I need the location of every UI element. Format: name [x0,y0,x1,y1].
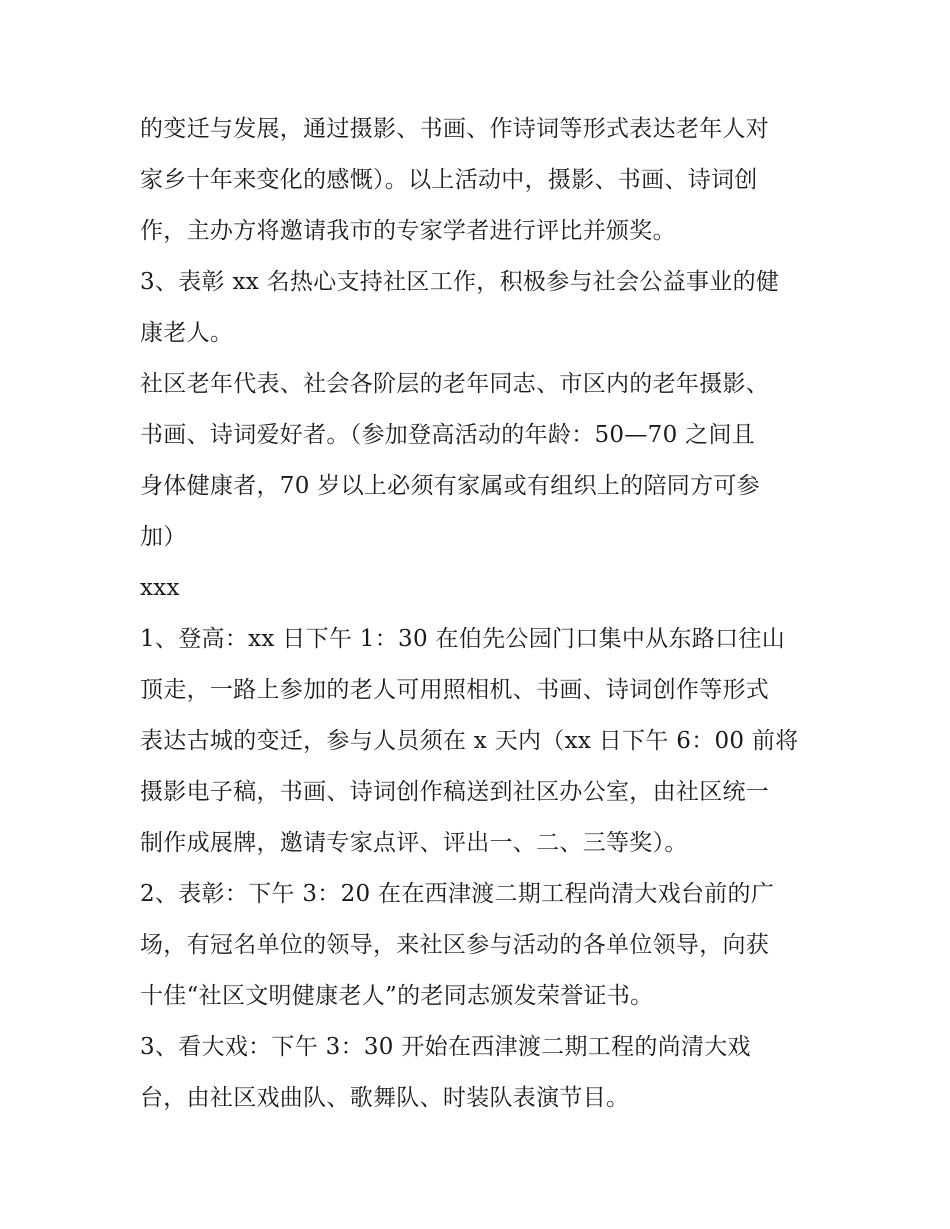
text-line: 摄影电子稿，书画、诗词创作稿送到社区办公室，由社区统一 [140,779,770,805]
text-line: 康老人。 [140,320,234,346]
text-line: 1、登高：xx 日下午 1：30 在伯先公园门口集中从东路口往山 [140,626,786,652]
text-line: 身体健康者，70 岁以上必须有家属或有组织上的陪同方可参 [140,473,760,499]
text-line: 2、表彰：下午 3：20 在在西津渡二期工程尚清大戏台前的广 [140,881,775,907]
text-line: 3、看大戏：下午 3：30 开始在西津渡二期工程的尚清大戏 [140,1034,751,1060]
text-line: 家乡十年来变化的感慨）。以上活动中，摄影、书画、诗词创 [140,167,758,193]
text-line: 顶走，一路上参加的老人可用照相机、书画、诗词创作等形式 [140,677,770,703]
text-line: 制作成展牌，邀请专家点评、评出一、二、三等奖）。 [140,830,688,856]
text-line: 十佳“社区文明健康老人”的老同志颁发荣誉证书。 [140,983,654,1009]
text-line: 作，主办方将邀请我市的专家学者进行评比并颁奖。 [140,218,676,244]
text-line: xxx [140,575,180,601]
text-line: 的变迁与发展，通过摄影、书画、作诗词等形式表达老年人对 [140,116,770,142]
text-line: 书画、诗词爱好者。（参加登高活动的年龄：50—70 之间且 [140,422,756,448]
text-line: 场，有冠名单位的领导，来社区参与活动的各单位领导，向获 [140,932,770,958]
text-line: 加） [140,524,187,550]
document-body [140,104,820,1124]
text-line: 台，由社区戏曲队、歌舞队、时装队表演节目。 [140,1085,630,1111]
text-line: 社区老年代表、社会各阶层的老年同志、市区内的老年摄影、 [140,371,770,397]
text-line: 3、表彰 xx 名热心支持社区工作，积极参与社会公益事业的健 [140,269,780,295]
text-line: 表达古城的变迁，参与人员须在 x 天内（xx 日下午 6：00 前将 [140,728,799,754]
